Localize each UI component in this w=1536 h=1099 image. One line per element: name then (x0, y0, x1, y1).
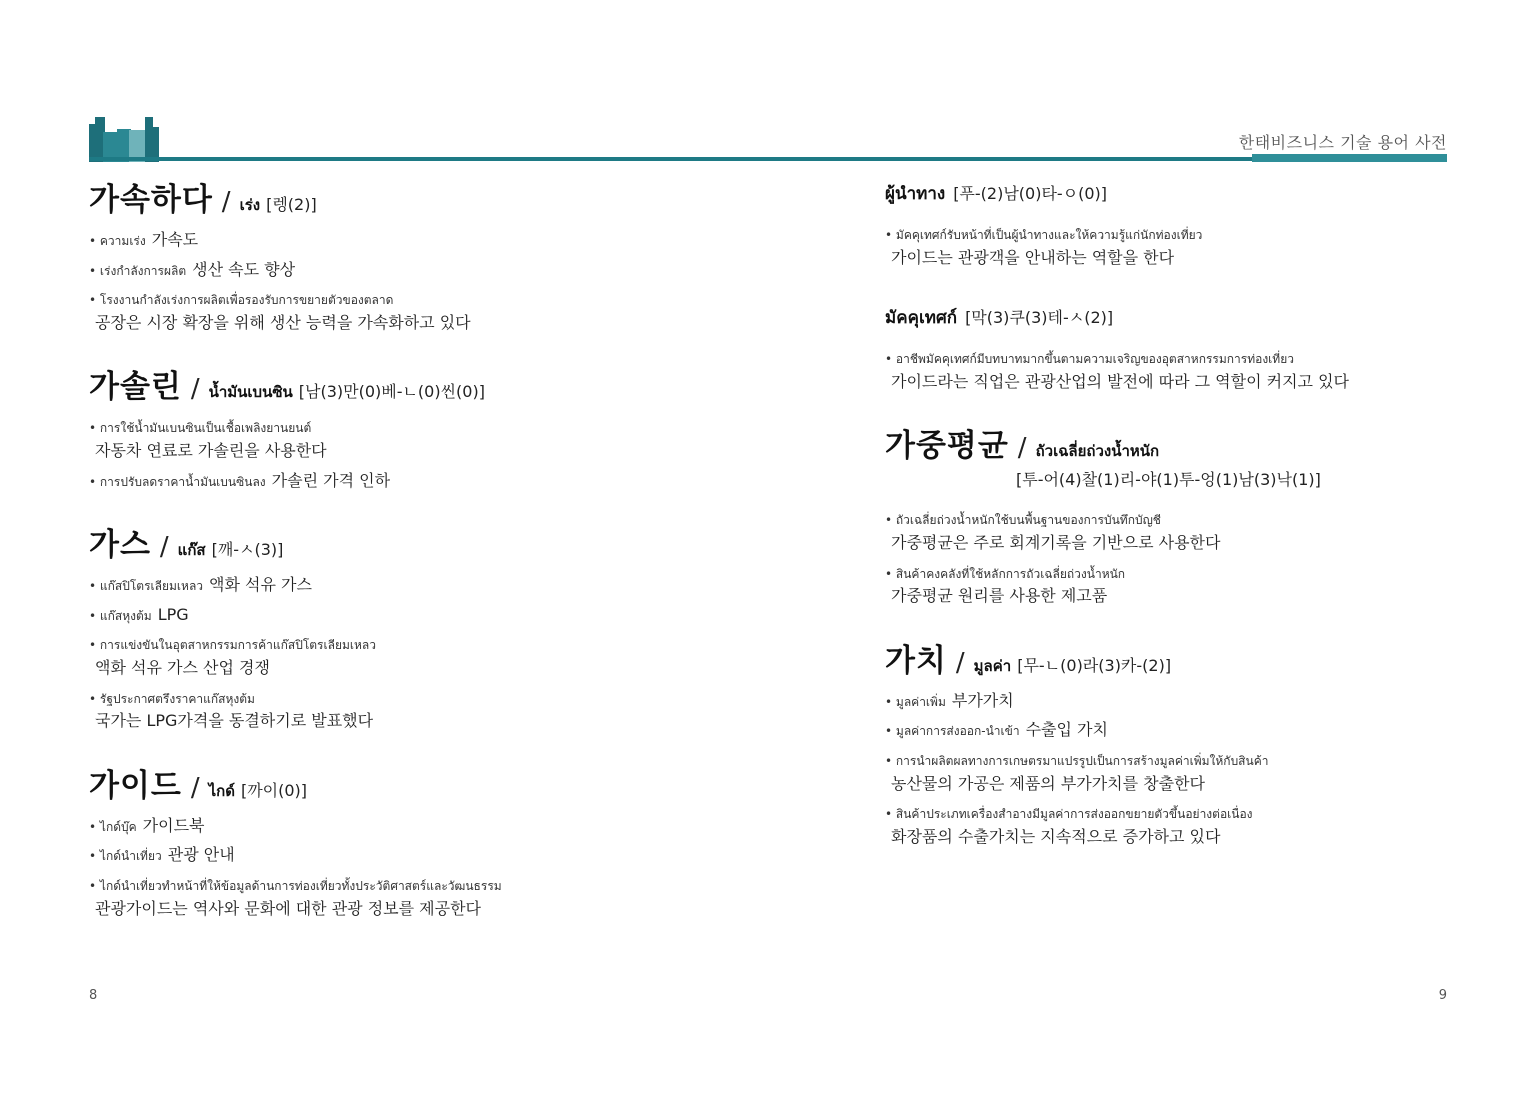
example-korean: 관광가이드는 역사와 문화에 대한 관광 정보를 제공한다 (95, 898, 482, 918)
example-korean: 가이드라는 직업은 관광산업의 발전에 따라 그 역할이 커지고 있다 (891, 371, 1350, 391)
example-korean: 가중평균 원리를 사용한 제고품 (891, 586, 1108, 606)
entry-gasokhada (89, 174, 729, 333)
example-korean: 생산 속도 향상 (192, 259, 296, 279)
headword-line (885, 420, 1525, 465)
thai-term: น้ำมันเบนซิน (208, 383, 293, 402)
example-thai: • ความเร่ง (89, 234, 146, 248)
entry-gajungpyeonggyun (885, 420, 1525, 606)
example-thai: • สินค้าคงคลังที่ใช้หลักการถัวเฉลี่ยถ่วงน้ำหนัก (885, 567, 1125, 581)
example-item (885, 223, 1525, 268)
example-item (89, 844, 729, 866)
example-thai: • การปรับลดราคาน้ำมันเบนซินลง (89, 475, 266, 489)
pronunciation: [무-ㄴ(0)라(3)카-(2)] (1017, 655, 1172, 675)
headword: 가속하다 (89, 182, 213, 218)
example-korean: 농산물의 가공은 제품의 부가가치를 창출한다 (891, 773, 1206, 793)
example-item (89, 259, 729, 281)
example-korean: LPG (157, 604, 189, 624)
entry-phunamthang (885, 180, 1525, 268)
example-thai: • การนำผลิตผลทางการเกษตรมาแปรรูปเป็นการสร้างมูลค่าเพิ่มให้กับสินค้า (885, 754, 1268, 768)
example-thai: • สินค้าประเภทเครื่องสำอางมีมูลค่าการส่งออกขยายตัวขึ้นอย่างต่อเนื่อง (885, 807, 1253, 821)
example-item (885, 719, 1525, 741)
example-korean: 가이드는 관광객을 안내하는 역할을 한다 (891, 247, 1175, 267)
example-thai: • มูลค่าเพิ่ม (885, 695, 946, 709)
example-item (89, 574, 729, 596)
headword-line (89, 519, 729, 564)
example-item (89, 633, 729, 678)
example-thai: • มัคคุเทศก์รับหน้าที่เป็นผู้นำทางและให้ความรู้แก่นักท่องเที่ยว (885, 228, 1202, 242)
example-thai: • มูลค่าการส่งออก-นำเข้า (885, 724, 1020, 738)
entry-makkhuthet (885, 304, 1525, 392)
example-item (89, 416, 729, 461)
pronunciation: [투-어(4)찰(1)리-야(1)투-엉(1)남(3)낙(1)] (1016, 470, 1321, 490)
left-column (89, 170, 729, 927)
pronunciation: [남(3)만(0)베-ㄴ(0)씬(0)] (298, 382, 485, 402)
example-korean: 국가는 LPG가격을 동결하기로 발표했다 (95, 711, 374, 731)
pronunciation: [까이(0)] (240, 780, 308, 800)
example-item (885, 749, 1525, 794)
example-korean: 액화 석유 가스 산업 경쟁 (95, 657, 270, 677)
thai-term: ถัวเฉลี่ยถ่วงน้ำหนัก (1035, 442, 1160, 461)
headword: 가이드 (89, 767, 182, 804)
divider-slash: / (1017, 433, 1027, 464)
entry-gaideu (89, 760, 729, 919)
example-item (89, 470, 729, 492)
example-thai: • เร่งกำลังการผลิต (89, 264, 186, 278)
right-column (885, 170, 1525, 855)
thai-term: เร่ง (239, 196, 261, 214)
divider-slash: / (159, 532, 169, 563)
example-item (89, 229, 729, 251)
example-thai: • ถัวเฉลี่ยถ่วงน้ำหนักใช้บนพื้นฐานของการบันทึกบัญชี (885, 513, 1161, 527)
example-item (89, 288, 729, 333)
example-thai: • ไกด์นำเที่ยว (89, 849, 162, 863)
example-korean: 수출입 가치 (1025, 720, 1108, 740)
divider-slash: / (221, 187, 231, 217)
example-korean: 액화 석유 가스 (209, 575, 312, 595)
header-rule (89, 157, 1447, 161)
example-korean: 자동차 연료로 가솔린을 사용한다 (95, 440, 327, 460)
example-korean: 관광 안내 (167, 845, 235, 865)
example-korean: 가이드북 (142, 815, 205, 835)
example-item (89, 604, 729, 626)
example-item (885, 802, 1525, 847)
entry-gasolin (89, 361, 729, 491)
example-thai: • แก๊สหุงต้ม (89, 609, 152, 623)
example-korean: 화장품의 수출가치는 지속적으로 증가하고 있다 (891, 826, 1221, 846)
example-thai: • รัฐประกาศตรึงราคาแก๊สหุงต้ม (89, 692, 255, 706)
example-thai: • ไกด์บุ๊ค (89, 820, 137, 834)
divider-slash: / (190, 772, 200, 803)
example-korean: 가중평균은 주로 회계기록을 기반으로 사용한다 (891, 532, 1221, 552)
example-item (885, 347, 1525, 392)
example-item (885, 690, 1525, 712)
example-thai: • การแข่งขันในอุตสาหกรรมการค้าแก๊สปิโตรเลียมเหลว (89, 638, 376, 652)
example-korean: 가속도 (151, 230, 199, 249)
divider-slash: / (955, 647, 965, 678)
running-head: 한태비즈니스 기술 용어 사전 (1238, 133, 1447, 152)
example-item (885, 562, 1525, 607)
example-thai: • แก๊สปิโตรเลียมเหลว (89, 579, 203, 593)
example-korean: 가솔린 가격 인하 (271, 470, 391, 490)
headword-line (89, 174, 729, 219)
example-item (89, 815, 729, 837)
example-korean: 공장은 시장 확장을 위해 생산 능력을 가속화하고 있다 (95, 312, 471, 332)
pronunciation: [깨-ㅅ(3)] (211, 540, 284, 560)
headword: 가스 (89, 527, 151, 564)
example-item (885, 508, 1525, 553)
headword-line (885, 304, 1525, 331)
headword-line (89, 760, 729, 805)
thai-term: มูลค่า (973, 656, 1012, 675)
headword: 가치 (885, 642, 947, 679)
page-number-left: 8 (89, 988, 98, 1003)
book-logo-icon (89, 117, 159, 162)
entry-gachi (885, 635, 1525, 848)
example-thai: • โรงงานกำลังเร่งการผลิตเพื่อรองรับการขยายตัวของตลาด (89, 293, 393, 307)
entry-gaseu (89, 519, 729, 732)
pronunciation: [푸-(2)남(0)타-ㅇ(0)] (953, 184, 1108, 203)
page-number-right: 9 (1438, 988, 1447, 1003)
headword: 가솔린 (89, 369, 182, 406)
headword-line (885, 180, 1525, 207)
example-thai: • การใช้น้ำมันเบนซินเป็นเชื้อเพลิงยานยนต์ (89, 421, 311, 435)
divider-slash: / (190, 374, 200, 405)
headword-thai: ผู้นำทาง (885, 184, 946, 204)
example-thai: • ไกด์นำเที่ยวทำหน้าที่ให้ข้อมูลด้านการท่องเที่ยวทั้งประวัติศาสตร์และวัฒนธรรม (89, 879, 502, 893)
thai-term: ไกด์ (208, 781, 235, 800)
headword-line (885, 635, 1525, 680)
headword-thai: มัคคุเทศก์ (885, 308, 958, 329)
header-tab-accent (1252, 154, 1447, 162)
example-item (89, 687, 729, 732)
headword: 가중평균 (885, 428, 1009, 465)
pronunciation: [막(3)쿠(3)테-ㅅ(2)] (965, 308, 1114, 328)
example-thai: • อาชีพมัคคุเทศก์มีบทบาทมากขึ้นตามความเจริญของอุตสาหกรรมการท่องเที่ยว (885, 352, 1294, 366)
example-korean: 부가가치 (951, 690, 1014, 710)
pronunciation: [렝(2)] (266, 195, 317, 214)
example-item (89, 874, 729, 919)
thai-term: แก๊ส (177, 541, 206, 560)
headword-line (89, 361, 729, 406)
